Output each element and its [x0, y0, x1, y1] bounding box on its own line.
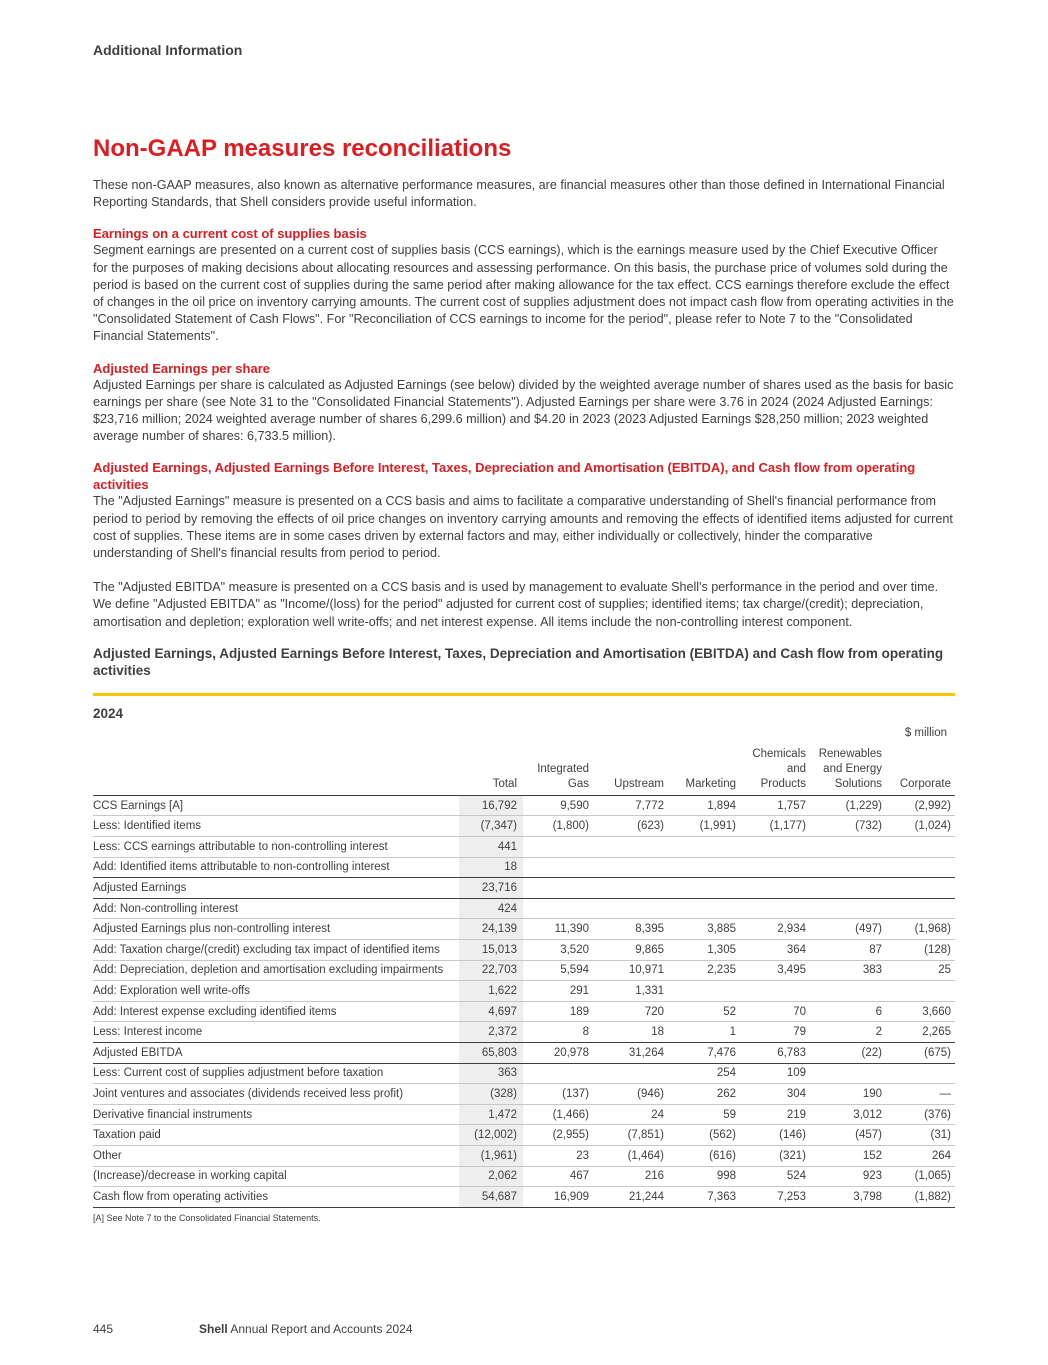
table-row: [93, 1022, 955, 1043]
segment-cell: 1: [668, 1022, 740, 1043]
total-cell: 22,703: [459, 960, 523, 981]
segment-cell: 1,305: [668, 940, 740, 961]
segment-cell: (1,968): [886, 919, 955, 940]
segment-cell: 52: [668, 1001, 740, 1022]
segment-cell: [740, 857, 810, 878]
total-cell: 23,716: [459, 878, 523, 899]
table-rule: [93, 693, 955, 696]
row-label: Add: Depreciation, depletion and amortisation excluding impairments: [93, 960, 459, 981]
segment-cell: 7,772: [593, 795, 668, 816]
segment-cell: 1,331: [593, 981, 668, 1002]
segment-cell: [886, 878, 955, 899]
row-label: Less: Identified items: [93, 816, 459, 837]
reconciliation-table: [93, 747, 955, 1208]
column-header: Integrated Gas: [523, 747, 593, 796]
segment-cell: (562): [668, 1125, 740, 1146]
total-cell: (328): [459, 1084, 523, 1105]
segment-cell: 1,757: [740, 795, 810, 816]
segment-cell: 2: [810, 1022, 886, 1043]
total-cell: (7,347): [459, 816, 523, 837]
footer-brand: Shell: [199, 1322, 228, 1336]
row-label: Add: Taxation charge/(credit) excluding tax impact of identified items: [93, 940, 459, 961]
row-label: Cash flow from operating activities: [93, 1187, 459, 1208]
page-number: 445: [93, 1322, 114, 1336]
segment-cell: (732): [810, 816, 886, 837]
segment-cell: [593, 898, 668, 919]
total-cell: 1,622: [459, 981, 523, 1002]
segment-cell: [740, 878, 810, 899]
row-label: Derivative financial instruments: [93, 1104, 459, 1125]
segment-cell: 70: [740, 1001, 810, 1022]
segment-cell: (376): [886, 1104, 955, 1125]
segment-cell: [886, 837, 955, 858]
segment-cell: [810, 981, 886, 1002]
segment-cell: 219: [740, 1104, 810, 1125]
segment-cell: 109: [740, 1063, 810, 1084]
segment-cell: (2,992): [886, 795, 955, 816]
segment-cell: 190: [810, 1084, 886, 1105]
segment-cell: [810, 878, 886, 899]
section-heading: Adjusted Earnings per share: [93, 360, 270, 376]
running-header: Additional Information: [93, 42, 243, 58]
table-row: [93, 1187, 955, 1208]
table-row: [93, 1084, 955, 1105]
segment-cell: (616): [668, 1145, 740, 1166]
column-header: Corporate: [886, 747, 955, 796]
segment-cell: [593, 1063, 668, 1084]
main-content: [93, 134, 955, 1223]
segment-cell: 6,783: [740, 1042, 810, 1063]
segment-cell: (1,882): [886, 1187, 955, 1208]
table-units: $ million: [904, 726, 947, 739]
table-row: [93, 878, 955, 899]
segment-cell: (675): [886, 1042, 955, 1063]
segment-cell: 7,363: [668, 1187, 740, 1208]
table-row: [93, 837, 955, 858]
segment-cell: 16,909: [523, 1187, 593, 1208]
total-cell: (1,961): [459, 1145, 523, 1166]
segment-cell: [668, 878, 740, 899]
table-row: [93, 795, 955, 816]
segment-cell: [886, 981, 955, 1002]
segment-cell: (22): [810, 1042, 886, 1063]
column-header: Upstream: [593, 747, 668, 796]
segment-cell: [810, 898, 886, 919]
segment-cell: [523, 898, 593, 919]
segment-cell: (7,851): [593, 1125, 668, 1146]
row-label: Less: CCS earnings attributable to non-controlling interest: [93, 837, 459, 858]
row-label: Add: Non-controlling interest: [93, 898, 459, 919]
segment-cell: 923: [810, 1166, 886, 1187]
segment-cell: 2,934: [740, 919, 810, 940]
table-row: [93, 1125, 955, 1146]
segment-cell: 467: [523, 1166, 593, 1187]
segment-cell: 383: [810, 960, 886, 981]
table-row: [93, 1001, 955, 1022]
segment-cell: 3,520: [523, 940, 593, 961]
segment-cell: 6: [810, 1001, 886, 1022]
segment-cell: (1,065): [886, 1166, 955, 1187]
section-body: Segment earnings are presented on a current cost of supplies basis (CCS earnings), which is the earnings measure used by the Chief Executive Officer for the purposes of making decisions about allocating resources and assessing performance. On this basis, the purchase price of volumes sold during the period is based on the current cost of supplies during the same period after making allowance for the tax effect. CCS earnings therefore exclude the effect of changes in the oil price on inventory carrying amounts. The current cost of supplies adjustment does not impact cash flow from operating activities in the "Consolidated Statement of Cash Flows". For "Reconciliation of CCS earnings to income for the period", please refer to Note 7 to the "Consolidated Financial Statements".: [93, 243, 954, 344]
segment-cell: [523, 878, 593, 899]
section-body: Adjusted Earnings per share is calculated as Adjusted Earnings (see below) divided by the weighted average number of shares used as the basis for basic earnings per share (see Note 31 to the "Consolidated Financial Statements"). Adjusted Earnings per share were 3.76 in 2024 (2024 Adjusted Earnings: $23,716 million; 2024 weighted average number of shares 6,299.6 million) and $4.20 in 2023 (2023 Adjusted Earnings $28,250 million; 2023 weighted average number of shares: 6,733.5 million).: [93, 377, 954, 444]
total-cell: 363: [459, 1063, 523, 1084]
total-cell: 2,062: [459, 1166, 523, 1187]
segment-cell: [810, 857, 886, 878]
table-year: 2024: [93, 705, 124, 721]
row-label: Add: Exploration well write-offs: [93, 981, 459, 1002]
segment-cell: (31): [886, 1125, 955, 1146]
segment-cell: [740, 981, 810, 1002]
segment-cell: 7,253: [740, 1187, 810, 1208]
segment-cell: 720: [593, 1001, 668, 1022]
segment-cell: 5,594: [523, 960, 593, 981]
segment-cell: 364: [740, 940, 810, 961]
total-cell: 2,372: [459, 1022, 523, 1043]
segment-cell: 7,476: [668, 1042, 740, 1063]
segment-cell: 254: [668, 1063, 740, 1084]
table-row: [93, 1042, 955, 1063]
segment-cell: —: [886, 1084, 955, 1105]
table-body: [93, 795, 955, 1207]
segment-cell: [886, 1063, 955, 1084]
segment-cell: 1,894: [668, 795, 740, 816]
segment-cell: [523, 857, 593, 878]
total-cell: 18: [459, 857, 523, 878]
segment-cell: (457): [810, 1125, 886, 1146]
segment-cell: 23: [523, 1145, 593, 1166]
segment-cell: 8: [523, 1022, 593, 1043]
segment-cell: [668, 837, 740, 858]
segment-cell: [668, 898, 740, 919]
segment-cell: 304: [740, 1084, 810, 1105]
section-adjusted-earnings-ebitda: [93, 459, 955, 630]
segment-cell: (623): [593, 816, 668, 837]
segment-cell: [593, 837, 668, 858]
page-title: Non-GAAP measures reconciliations: [93, 135, 512, 162]
segment-cell: (128): [886, 940, 955, 961]
segment-cell: 79: [740, 1022, 810, 1043]
segment-cell: (137): [523, 1084, 593, 1105]
total-cell: 15,013: [459, 940, 523, 961]
table-footnote: [A] See Note 7 to the Consolidated Financial Statements.: [93, 1212, 321, 1223]
row-label: Taxation paid: [93, 1125, 459, 1146]
segment-cell: [668, 981, 740, 1002]
table-row: [93, 1063, 955, 1084]
segment-cell: (497): [810, 919, 886, 940]
segment-cell: 3,660: [886, 1001, 955, 1022]
segment-cell: 216: [593, 1166, 668, 1187]
segment-cell: 264: [886, 1145, 955, 1166]
row-label: Joint ventures and associates (dividends received less profit): [93, 1084, 459, 1105]
segment-cell: 25: [886, 960, 955, 981]
segment-cell: 9,590: [523, 795, 593, 816]
segment-cell: [740, 837, 810, 858]
row-label: Less: Current cost of supplies adjustment before taxation: [93, 1063, 459, 1084]
section-ccs-earnings: [93, 225, 955, 345]
row-label: CCS Earnings [A]: [93, 795, 459, 816]
segment-cell: [593, 878, 668, 899]
segment-cell: 20,978: [523, 1042, 593, 1063]
total-cell: 1,472: [459, 1104, 523, 1125]
table-row: [93, 960, 955, 981]
segment-cell: [810, 1063, 886, 1084]
table-row: [93, 981, 955, 1002]
row-label: Add: Interest expense excluding identified items: [93, 1001, 459, 1022]
table-header-row: [93, 747, 955, 796]
segment-cell: (1,229): [810, 795, 886, 816]
total-cell: 441: [459, 837, 523, 858]
total-cell: 16,792: [459, 795, 523, 816]
segment-cell: 87: [810, 940, 886, 961]
segment-cell: 18: [593, 1022, 668, 1043]
segment-cell: [593, 857, 668, 878]
segment-cell: (1,466): [523, 1104, 593, 1125]
segment-cell: [886, 898, 955, 919]
row-label: Adjusted EBITDA: [93, 1042, 459, 1063]
segment-cell: 998: [668, 1166, 740, 1187]
segment-cell: 3,798: [810, 1187, 886, 1208]
segment-cell: 189: [523, 1001, 593, 1022]
segment-cell: 3,495: [740, 960, 810, 981]
row-label: (Increase)/decrease in working capital: [93, 1166, 459, 1187]
section-heading: Earnings on a current cost of supplies basis: [93, 226, 367, 242]
table-row: [93, 816, 955, 837]
total-cell: 54,687: [459, 1187, 523, 1208]
segment-cell: (1,024): [886, 816, 955, 837]
segment-cell: (321): [740, 1145, 810, 1166]
segment-cell: 3,012: [810, 1104, 886, 1125]
segment-cell: (146): [740, 1125, 810, 1146]
segment-cell: (1,991): [668, 816, 740, 837]
total-cell: 24,139: [459, 919, 523, 940]
page-footer: [93, 1322, 413, 1336]
section-adjusted-eps: [93, 360, 955, 446]
table-title: Adjusted Earnings, Adjusted Earnings Before Interest, Taxes, Depreciation and Amortisation (EBITDA) and Cash flow from operating activities: [93, 645, 944, 678]
segment-cell: (2,955): [523, 1125, 593, 1146]
segment-cell: (1,800): [523, 816, 593, 837]
column-header: Total: [459, 747, 523, 796]
table-row: [93, 1104, 955, 1125]
segment-cell: 24: [593, 1104, 668, 1125]
row-label: Adjusted Earnings plus non-controlling interest: [93, 919, 459, 940]
segment-cell: 8,395: [593, 919, 668, 940]
segment-cell: [523, 837, 593, 858]
column-header: Renewables and Energy Solutions: [810, 747, 886, 796]
segment-cell: [740, 898, 810, 919]
segment-cell: 11,390: [523, 919, 593, 940]
segment-cell: (946): [593, 1084, 668, 1105]
segment-cell: [668, 857, 740, 878]
table-row: [93, 857, 955, 878]
total-cell: 65,803: [459, 1042, 523, 1063]
row-label: Adjusted Earnings: [93, 878, 459, 899]
segment-cell: 152: [810, 1145, 886, 1166]
segment-cell: 10,971: [593, 960, 668, 981]
segment-cell: 262: [668, 1084, 740, 1105]
total-cell: 4,697: [459, 1001, 523, 1022]
table-row: [93, 940, 955, 961]
total-cell: (12,002): [459, 1125, 523, 1146]
section-body-2: The "Adjusted EBITDA" measure is presented on a CCS basis and is used by management to evaluate Shell's performance in the period and over time. We define "Adjusted EBITDA" as "Income/(loss) for the period" adjusted for current cost of supplies; identified items; tax charge/(credit); depreciation, amortisation and depletion; exploration well write-offs; and net interest expense. All items include the non-controlling interest component.: [93, 580, 939, 629]
segment-cell: (1,464): [593, 1145, 668, 1166]
column-header: Marketing: [668, 747, 740, 796]
segment-cell: 21,244: [593, 1187, 668, 1208]
intro-paragraph: These non-GAAP measures, also known as alternative performance measures, are financial measures other than those defined in International Financial Reporting Standards, that Shell considers provide useful information.: [93, 178, 945, 210]
table-row: [93, 919, 955, 940]
row-label: Other: [93, 1145, 459, 1166]
segment-cell: 31,264: [593, 1042, 668, 1063]
segment-cell: 3,885: [668, 919, 740, 940]
row-label: Add: Identified items attributable to non-controlling interest: [93, 857, 459, 878]
row-label: Less: Interest income: [93, 1022, 459, 1043]
segment-cell: 2,265: [886, 1022, 955, 1043]
segment-cell: 9,865: [593, 940, 668, 961]
column-header: Chemicals and Products: [740, 747, 810, 796]
segment-cell: 2,235: [668, 960, 740, 981]
section-body: The "Adjusted Earnings" measure is presented on a CCS basis and aims to facilitate a comparative understanding of Shell's financial performance from period to period by removing the effects of oil price changes on inventory carrying amounts and removing the effects of identified items adjusted for current cost of supplies. These items are in some cases driven by external factors and may, either individually or collectively, hinder the comparative understanding of Shell's financial results from period to period.: [93, 494, 953, 561]
table-row: [93, 898, 955, 919]
segment-cell: 291: [523, 981, 593, 1002]
footer-doc-title: Annual Report and Accounts 2024: [230, 1322, 413, 1336]
segment-cell: (1,177): [740, 816, 810, 837]
segment-cell: 524: [740, 1166, 810, 1187]
column-header-label: [93, 747, 459, 796]
section-heading: Adjusted Earnings, Adjusted Earnings Before Interest, Taxes, Depreciation and Amortisation (EBITDA), and Cash flow from operating activities: [93, 460, 916, 493]
table-row: [93, 1145, 955, 1166]
segment-cell: [523, 1063, 593, 1084]
total-cell: 424: [459, 898, 523, 919]
segment-cell: 59: [668, 1104, 740, 1125]
segment-cell: [886, 857, 955, 878]
table-row: [93, 1166, 955, 1187]
segment-cell: [810, 837, 886, 858]
